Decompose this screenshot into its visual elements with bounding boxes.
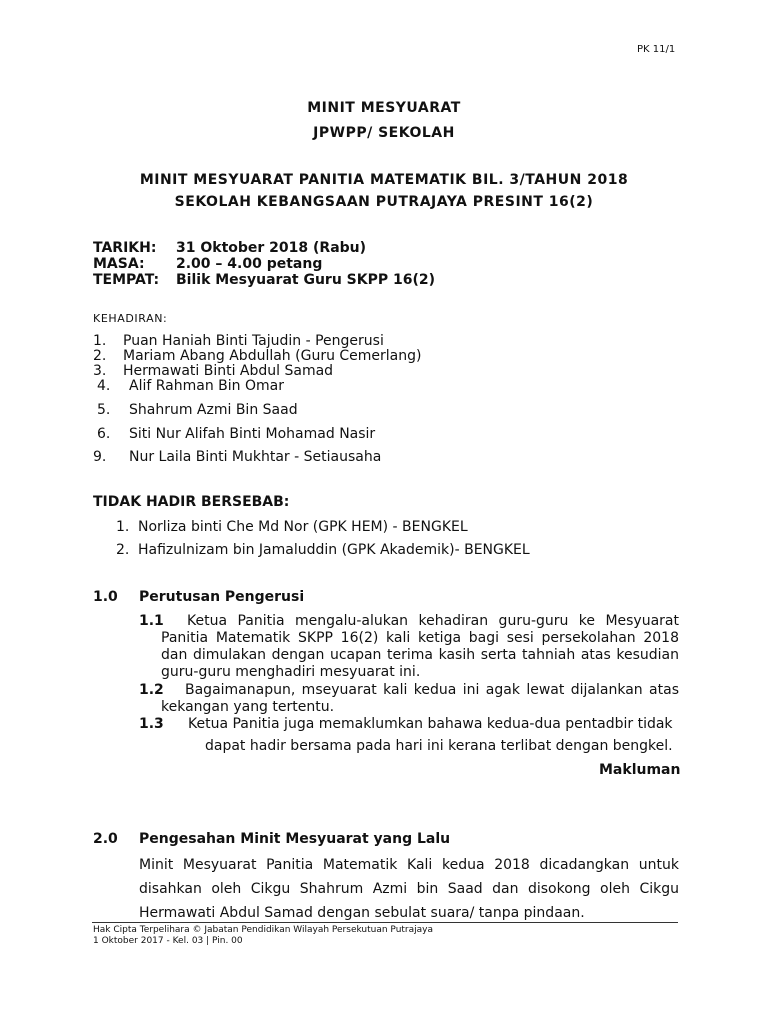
attendee-name: Shahrum Azmi Bin Saad	[129, 402, 298, 418]
attendee-num: 3.	[93, 363, 107, 379]
absent-item: Hafizulnizam bin Jamaluddin (GPK Akademik)- BENGKEL	[138, 542, 530, 558]
action-makluman: Makluman	[599, 762, 681, 778]
attendee-num: 4.	[97, 378, 111, 394]
attendee-name: Hermawati Binti Abdul Samad	[123, 363, 334, 379]
masa-label: MASA:	[93, 256, 145, 272]
section-1-number: 1.0	[93, 589, 118, 605]
absent-num: 2.	[116, 542, 130, 558]
item-1-3-line1: Ketua Panitia juga memaklumkan bahawa kedua-dua pentadbir tidak	[188, 716, 673, 732]
meeting-title: MINIT MESYUARAT PANITIA MATEMATIK BIL. 3/TAHUN 2018	[139, 172, 629, 188]
tarikh-label: TARIKH:	[93, 240, 157, 256]
tarikh-value: 31 Oktober 2018 (Rabu)	[176, 240, 367, 256]
footer-version: 1 Oktober 2017 - Kel. 03 | Pin. 00	[93, 936, 243, 946]
item-1-1-text: Ketua Panitia mengalu-alukan kehadiran guru-guru ke Mesyuarat Panitia Matematik SKPP 16(2) kali ketiga bagi sesi persekolahan 2018 dan dimulakan dengan ucapan terima kasih serta tahniah atas kesudian guru-guru menghadiri mesyuarat ini.	[161, 613, 679, 680]
attendee-name: Mariam Abang Abdullah (Guru Cemerlang)	[123, 348, 422, 364]
section-2-text: Minit Mesyuarat Panitia Matematik Kali kedua 2018 dicadangkan untuk disahkan oleh Cikgu Shahrum Azmi bin Saad dan disokong oleh Cikgu Hermawati Abdul Samad dengan sebulat suara/ tanpa pindaan.	[139, 857, 679, 921]
kehadiran-heading: KEHADIRAN:	[93, 312, 168, 325]
tempat-value: Bilik Mesyuarat Guru SKPP 16(2)	[176, 272, 436, 288]
attendee-num: 6.	[97, 426, 111, 442]
absent-item: Norliza binti Che Md Nor (GPK HEM) - BENGKEL	[138, 519, 468, 535]
absent-num: 1.	[116, 519, 130, 535]
attendee-name: Siti Nur Alifah Binti Mohamad Nasir	[129, 426, 376, 442]
footer-copyright: Hak Cipta Terpelihara © Jabatan Pendidikan Wilayah Persekutuan Putrajaya	[93, 925, 434, 935]
school-name: SEKOLAH KEBANGSAAN PUTRAJAYA PRESINT 16(2)	[174, 194, 594, 210]
attendee-num: 9.	[93, 449, 107, 465]
item-1-2-text: Bagaimanapun, mseyuarat kali kedua ini agak lewat dijalankan atas kekangan yang tertentu.	[161, 682, 679, 715]
footer-divider	[92, 922, 678, 923]
absent-heading: TIDAK HADIR BERSEBAB:	[93, 494, 290, 510]
section-2-title: Pengesahan Minit Mesyuarat yang Lalu	[139, 831, 451, 847]
item-1-3-number: 1.3	[139, 716, 164, 732]
attendee-name: Alif Rahman Bin Omar	[129, 378, 284, 394]
section-2-number: 2.0	[93, 831, 118, 847]
document-title: MINIT MESYUARAT	[307, 100, 461, 116]
item-1-2-number: 1.2	[139, 682, 164, 698]
page-code: PK 11/1	[637, 44, 676, 55]
attendee-num: 2.	[93, 348, 107, 364]
item-1-3-line2: dapat hadir bersama pada hari ini kerana terlibat dengan bengkel.	[205, 738, 673, 754]
item-1-1-number: 1.1	[139, 613, 164, 629]
masa-value: 2.00 – 4.00 petang	[176, 256, 323, 272]
tempat-label: TEMPAT:	[93, 272, 160, 288]
attendee-name: Puan Haniah Binti Tajudin - Pengerusi	[123, 333, 384, 349]
attendee-num: 5.	[97, 402, 111, 418]
document-subtitle: JPWPP/ SEKOLAH	[313, 125, 455, 141]
section-1-title: Perutusan Pengerusi	[139, 589, 305, 605]
attendee-num: 1.	[93, 333, 107, 349]
attendee-name: Nur Laila Binti Mukhtar - Setiausaha	[129, 449, 382, 465]
